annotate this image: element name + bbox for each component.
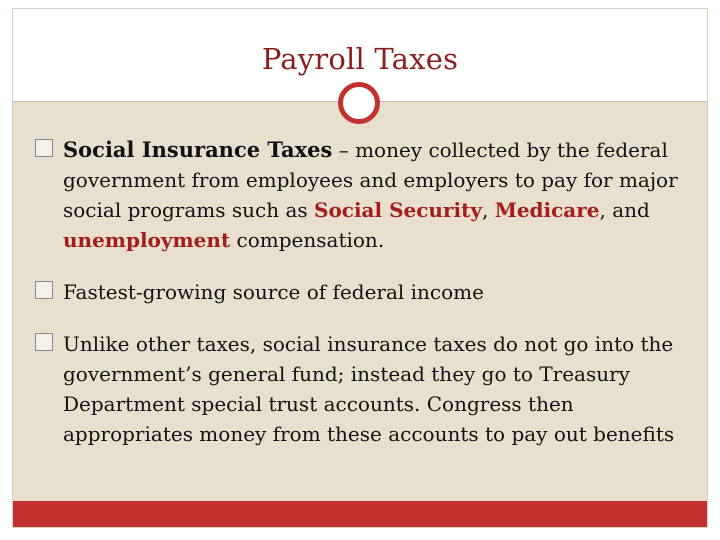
- slide-frame: [12, 8, 708, 528]
- term-social-security: Social Security: [314, 198, 482, 222]
- term-unemployment: unemployment: [63, 228, 231, 252]
- bullet-intro: Social Insurance Taxes: [63, 137, 333, 162]
- square-bullet-icon: [35, 139, 53, 157]
- bullet-trust-accounts: [35, 329, 701, 449]
- bullet-list: [35, 135, 701, 471]
- square-bullet-icon: [35, 333, 53, 351]
- circle-decoration-icon: [338, 82, 380, 124]
- page-title: Payroll Taxes: [261, 42, 459, 76]
- term-medicare: Medicare: [494, 198, 600, 222]
- bullet-fastest-growing: [35, 277, 701, 307]
- square-bullet-icon: [35, 281, 53, 299]
- bullet-separator-2: , and: [599, 198, 650, 222]
- footer-bar: [13, 501, 707, 527]
- bullet-text-2: compensation.: [230, 228, 385, 252]
- bullet-text: Unlike other taxes, social insurance taxes do not go into the government’s general fund; instead they go to Treasury Department special trust accounts. Congress then appropriates money from these accounts to pay out benefits: [63, 332, 675, 446]
- bullet-text-1: money collected by the federal government from employees and employers to pay for major social programs such as: [63, 138, 678, 222]
- bullet-text: Fastest-growing source of federal income: [63, 280, 484, 304]
- bullet-social-insurance: [35, 135, 701, 255]
- bullet-dash: –: [332, 138, 356, 162]
- bullet-separator-1: ,: [481, 198, 495, 222]
